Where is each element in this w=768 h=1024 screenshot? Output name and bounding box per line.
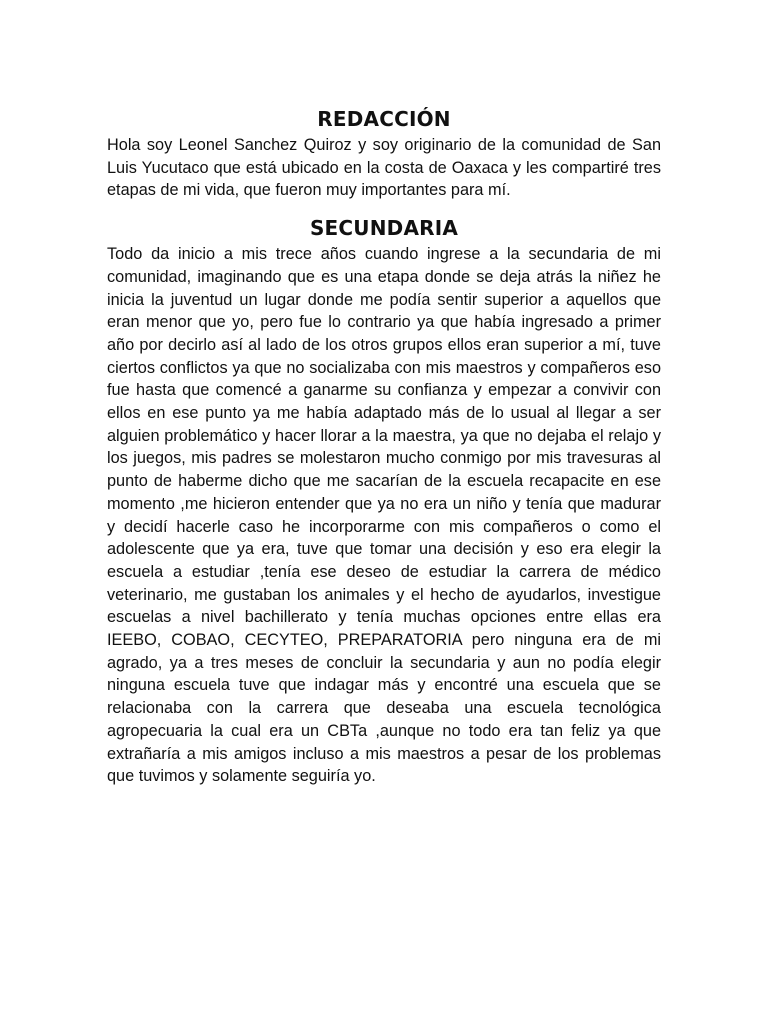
document-page bbox=[107, 104, 661, 788]
section-heading: SECUNDARIA bbox=[309, 216, 459, 241]
section-paragraph: Todo da inicio a mis trece años cuando ingrese a la secundaria de mi comunidad, imaginando que es una etapa donde se deja atrás la niñez he inicia la juventud un lugar donde me podía sentir superior a aquellos que eran menor que yo, pero fue lo contrario ya que había ingresado a primer año por decirlo así al lado de los otros grupos ellos eran superior a mí, tuve ciertos conflictos ya que no socializaba con mis maestros y compañeros eso fue hasta que comencé a ganarme su confianza y empezar a convivir con ellos en ese punto ya me había adaptado más de lo usual al llegar a ser alguien problemático y hacer llorar a la maestra, ya que no dejaba el relajo y los juegos, mis padres se molestaron mucho conmigo por mis travesuras al punto de haberme dicho que me sacarían de la escuela recapacite en ese momento ,me hicieron entender que ya no era un niño y tenía que madurar y decidí hacerle caso he incorporarme con mis compañeros o como el adolescente que ya era, tuve que tomar una decisión y eso era elegir la escuela a estudiar ,tenía ese deseo de estudiar la carrera de médico veterinario, me gustaban los animales y el hecho de ayudarlos, investigue escuelas a nivel bachillerato y tenía muchas opciones entre ellas era IEEBO, COBAO, CECYTEO, PREPARATORIA pero ninguna era de mi agrado, ya a tres meses de concluir la secundaria y aun no podía elegir ninguna escuela tuve que indagar más y encontré una escuela que se relacionaba con la carrera que deseaba una escuela tecnológica agropecuaria la cual era un CBTa ,aunque no todo era tan feliz ya que extrañaría a mis amigos incluso a mis maestros a pesar de los problemas que tuvimos y solamente seguiría yo. bbox=[107, 245, 661, 786]
document-title: REDACCIÓN bbox=[317, 107, 451, 131]
intro-paragraph: Hola soy Leonel Sanchez Quiroz y soy originario de la comunidad de San Luis Yucutaco que está ubicado en la costa de Oaxaca y les compartiré tres etapas de mi vida, que fueron muy importantes para mí. bbox=[107, 136, 661, 200]
